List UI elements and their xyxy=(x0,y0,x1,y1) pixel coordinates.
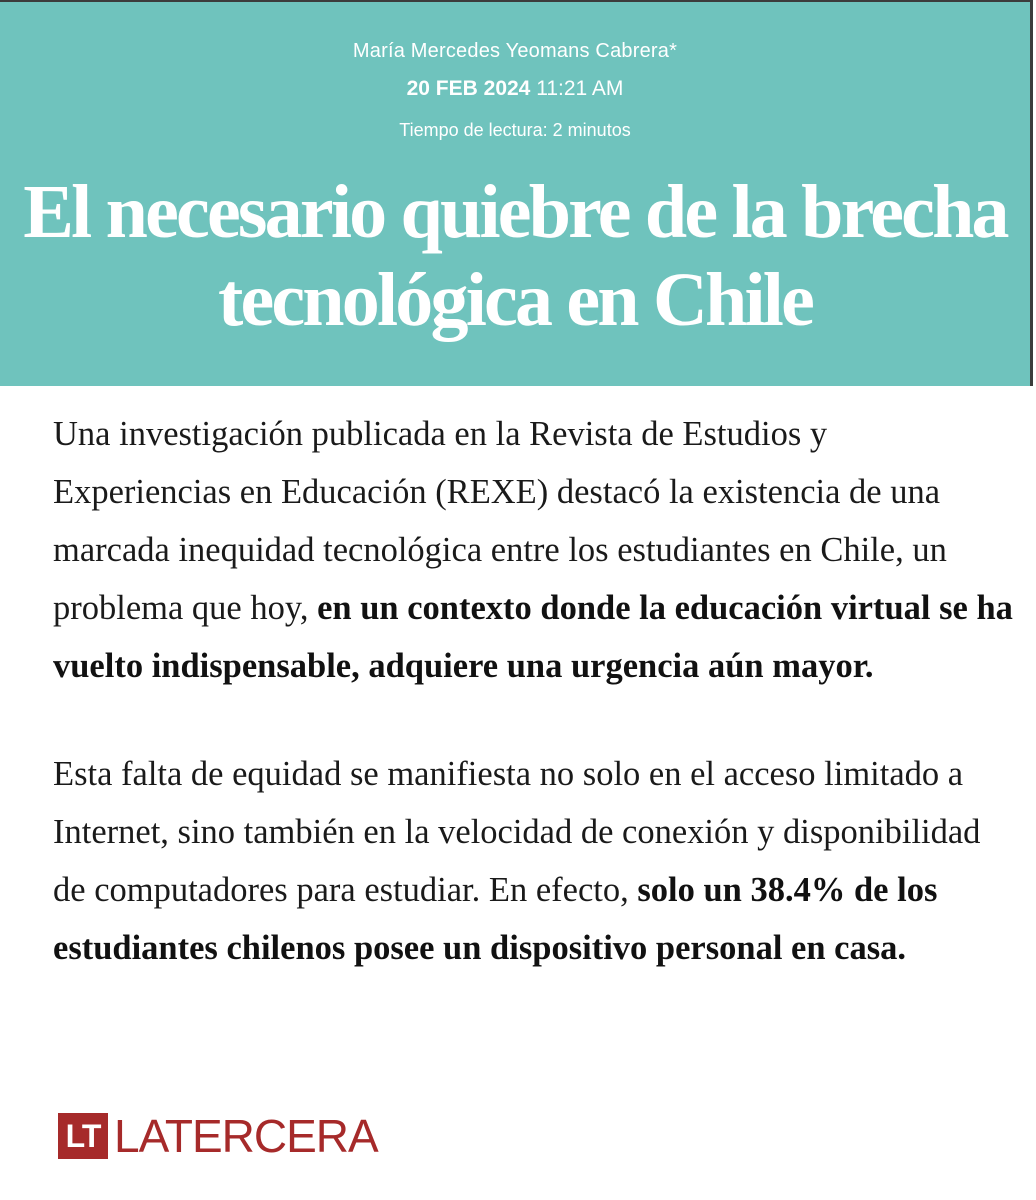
la-tercera-logo xyxy=(58,1112,378,1160)
logo-initials-box: LT xyxy=(58,1113,108,1159)
article-headline: El necesario quiebre de la brecha tecnológica en Chile xyxy=(23,170,1007,342)
publish-time: 11:21 AM xyxy=(536,77,624,100)
paragraph-1-highlight: en un contexto donde la educación virtual se ha vuelto indispensable, adquiere una urgencia aún mayor. xyxy=(53,589,1013,685)
paragraph-1 xyxy=(53,405,1013,695)
author-name: María Mercedes Yeomans Cabrera* xyxy=(352,40,678,62)
logo-wordmark: LATERCERA xyxy=(114,1110,378,1162)
paragraph-1-text: Una investigación publicada en la Revista de Estudios y Experiencias en Educación (REXE) destacó la existencia de una marcada inequidad tecnológica entre los estudiantes en Chile, un problema que hoy, xyxy=(53,415,947,627)
article-body xyxy=(53,405,1013,977)
publish-date: 20 FEB 2024 xyxy=(406,77,531,100)
paragraph-2 xyxy=(53,745,1013,977)
dateline xyxy=(0,77,1030,101)
paragraph-2-highlight: solo un 38.4% de los estudiantes chilenos posee un dispositivo personal en casa. xyxy=(53,871,938,967)
reading-time: Tiempo de lectura: 2 minutos xyxy=(399,120,631,140)
paragraph-2-text: Esta falta de equidad se manifiesta no solo en el acceso limitado a Internet, sino también en la velocidad de conexión y disponibilidad de computadores para estudiar. En efecto, xyxy=(53,755,981,909)
article-header xyxy=(0,0,1033,386)
